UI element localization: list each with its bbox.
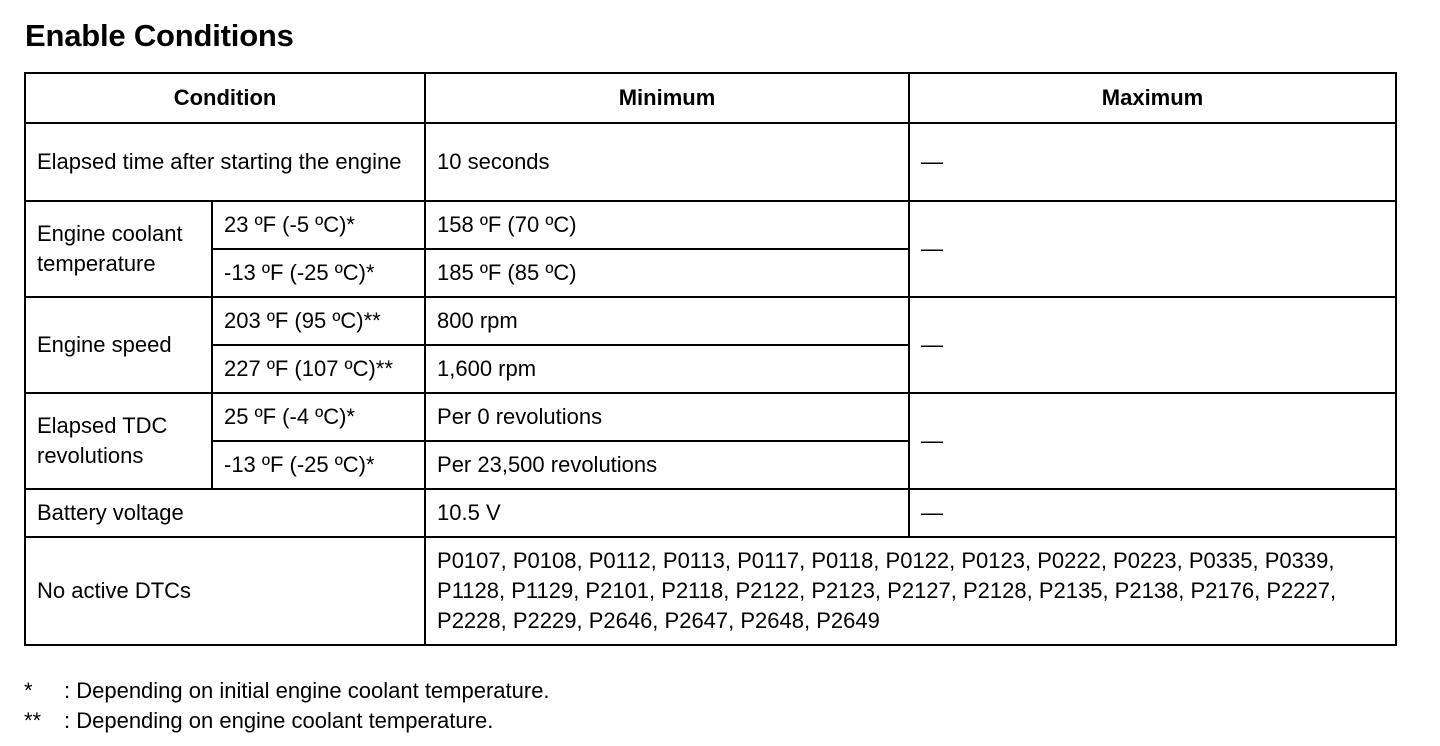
elapsed-time-minimum: 10 seconds [425,123,909,201]
footnote-text: : Depending on engine coolant temperature. [64,708,494,733]
tdc-minimum-2: Per 23,500 revolutions [425,441,909,489]
tdc-minimum-1: Per 0 revolutions [425,393,909,441]
header-maximum: Maximum [909,73,1396,123]
footnote-mark: * [24,678,33,703]
elapsed-time-label: Elapsed time after starting the engine [25,123,425,201]
footnote-single-asterisk [24,676,550,706]
dtcs-list: P0107, P0108, P0112, P0113, P0117, P0118, P0122, P0123, P0222, P0223, P0335, P0339, P1128, P1129, P2101, P2118, P2122, P2123, P2127, P2128, P2135, P2138, P2176, P2227, P2228, P2229, P2646, P2647, P2648, P2649 [425,537,1396,645]
footnote-text: : Depending on initial engine coolant temperature. [64,678,550,703]
table-row [25,201,1396,249]
header-minimum: Minimum [425,73,909,123]
dtcs-label: No active DTCs [25,537,425,645]
elapsed-time-maximum: — [909,123,1396,201]
speed-label: Engine speed [25,297,212,393]
enable-conditions-table [24,72,1397,646]
tdc-maximum: — [909,393,1396,489]
speed-minimum-1: 800 rpm [425,297,909,345]
table-row [25,297,1396,345]
battery-maximum: — [909,489,1396,537]
speed-sub-1: 203 ºF (95 ºC)** [212,297,425,345]
coolant-sub-1: 23 ºF (-5 ºC)* [212,201,425,249]
table-row [25,537,1396,645]
coolant-minimum-1: 158 ºF (70 ºC) [425,201,909,249]
coolant-label: Engine coolant temperature [25,201,212,297]
page-title: Enable Conditions [25,18,294,53]
speed-minimum-2: 1,600 rpm [425,345,909,393]
table-header-row [25,73,1396,123]
footnote-double-asterisk [24,706,550,736]
tdc-label: Elapsed TDC revolutions [25,393,212,489]
speed-maximum: — [909,297,1396,393]
table-row [25,489,1396,537]
speed-sub-2: 227 ºF (107 ºC)** [212,345,425,393]
header-condition: Condition [25,73,425,123]
table-row [25,393,1396,441]
coolant-sub-2: -13 ºF (-25 ºC)* [212,249,425,297]
footnotes [24,676,550,736]
battery-label: Battery voltage [25,489,425,537]
tdc-sub-1: 25 ºF (-4 ºC)* [212,393,425,441]
footnote-mark: ** [24,708,42,733]
tdc-sub-2: -13 ºF (-25 ºC)* [212,441,425,489]
table-row [25,123,1396,201]
coolant-maximum: — [909,201,1396,297]
coolant-minimum-2: 185 ºF (85 ºC) [425,249,909,297]
battery-minimum: 10.5 V [425,489,909,537]
